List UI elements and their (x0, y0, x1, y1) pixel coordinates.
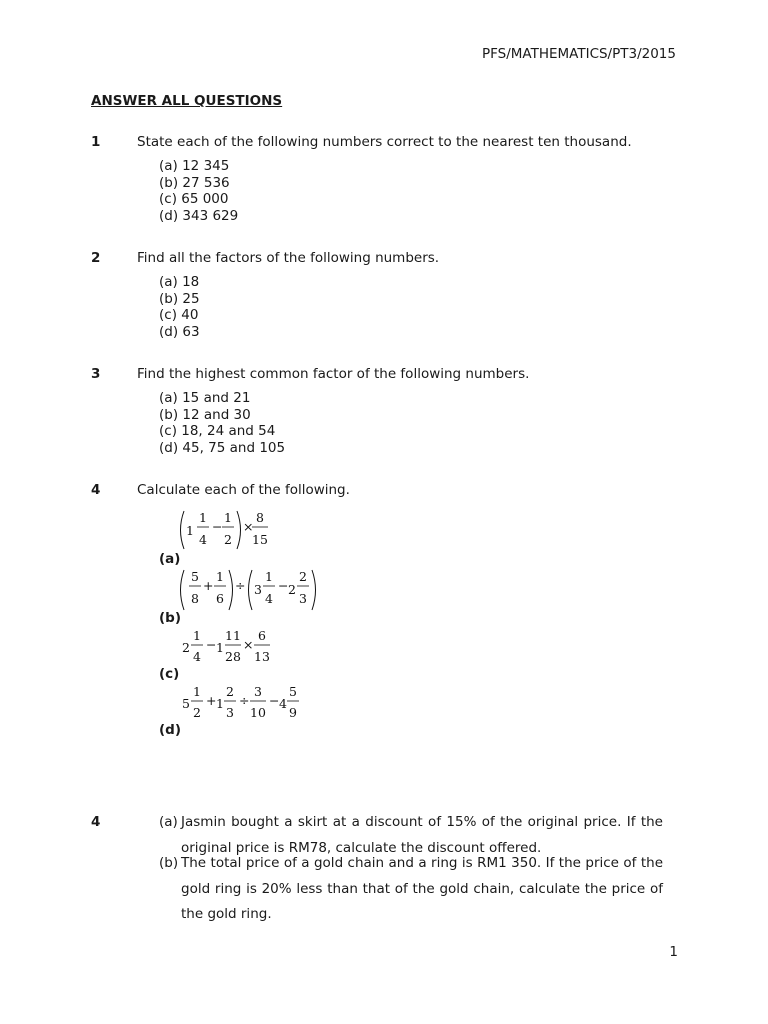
question-1-part-a: (a) 12 345 (159, 158, 230, 174)
denominator: 4 (265, 591, 273, 606)
question-3-parts (159, 390, 285, 456)
denominator: 3 (226, 705, 234, 720)
question-1-parts (159, 158, 238, 224)
denominator: 2 (224, 532, 232, 547)
denominator: 3 (299, 591, 307, 606)
question-3-number: 3 (91, 366, 101, 382)
expression-c (180, 627, 290, 669)
question-1-part-c: (c) 65 000 (159, 191, 229, 208)
page-title: ANSWER ALL QUESTIONS (91, 93, 283, 109)
operator: − (206, 637, 217, 652)
operator: ÷ (235, 578, 246, 593)
whole-number: 4 (279, 696, 287, 711)
numerator: 1 (224, 510, 232, 525)
document-header: PFS/MATHEMATICS/PT3/2015 (481, 46, 676, 62)
question-2-parts (159, 274, 200, 340)
whole-number: 2 (288, 582, 296, 597)
question-1-part-b: (b) 27 536 (159, 174, 230, 191)
question-2-part-a: (a) 18 (159, 274, 200, 290)
question-3-part-a: (a) 15 and 21 (159, 390, 251, 406)
question-5-part-b-text: The total price of a gold chain and a ring is RM1 350. If the price of the gold ring is 20% less than that of the gold chain, calculate the price of the gold ring. (181, 855, 663, 922)
whole-number: 3 (254, 582, 262, 597)
numerator: 5 (289, 684, 297, 699)
numerator: 6 (258, 628, 266, 643)
numerator: 1 (193, 628, 201, 643)
denominator: 4 (199, 532, 207, 547)
question-2-part-c: (c) 40 (159, 307, 199, 324)
numerator: 2 (299, 569, 307, 584)
question-4-text: Calculate each of the following. (137, 482, 350, 498)
question-1-part-d: (d) 343 629 (159, 207, 239, 224)
part-b-label: (b) (159, 610, 182, 626)
open-paren (181, 511, 185, 549)
operator: × (243, 519, 254, 534)
question-1-text: State each of the following numbers correct to the nearest ten thousand. (137, 134, 632, 150)
operator: + (206, 693, 217, 708)
question-2-part-d: (d) 63 (159, 323, 200, 340)
numerator: 1 (193, 684, 201, 699)
whole-number: 1 (216, 696, 224, 711)
question-3-text: Find the highest common factor of the following numbers. (137, 366, 530, 382)
denominator: 8 (191, 591, 199, 606)
operator: + (203, 578, 214, 593)
operator: − (212, 519, 223, 534)
close-paren (237, 511, 241, 549)
numerator: 1 (265, 569, 273, 584)
question-1-number: 1 (91, 134, 101, 150)
denominator: 9 (289, 705, 297, 720)
whole-number: 1 (216, 640, 224, 655)
open-paren (249, 570, 253, 610)
question-4-number: 4 (91, 482, 101, 498)
denominator: 6 (216, 591, 224, 606)
page-number: 1 (669, 944, 678, 960)
whole-number: 1 (186, 523, 194, 538)
question-5-part-a-text: Jasmin bought a skirt at a discount of 15% of the original price. If the original price is RM78, calculate the discount offered. (181, 814, 663, 856)
expression-b (176, 567, 326, 613)
operator: − (269, 693, 280, 708)
part-a-label: (a) (159, 551, 181, 567)
numerator: 11 (225, 628, 241, 643)
question-2-text: Find all the factors of the following numbers. (137, 250, 440, 266)
denominator: 10 (250, 705, 266, 720)
denominator: 28 (225, 649, 241, 664)
numerator: 5 (191, 569, 199, 584)
expression-d (180, 683, 310, 725)
question-3-part-b: (b) 12 and 30 (159, 406, 251, 423)
question-5-part-b-label: (b) (159, 855, 179, 871)
numerator: 1 (199, 510, 207, 525)
expression-a (176, 508, 286, 552)
question-5-number: 4 (91, 814, 101, 830)
close-paren (312, 570, 316, 610)
whole-number: 5 (182, 696, 190, 711)
part-d-label: (d) (159, 722, 182, 738)
denominator: 4 (193, 649, 201, 664)
denominator: 13 (254, 649, 270, 664)
denominator: 2 (193, 705, 201, 720)
question-5-part-a-label: (a) (159, 814, 178, 830)
operator: × (243, 637, 254, 652)
numerator: 3 (254, 684, 262, 699)
operator: − (278, 578, 289, 593)
denominator: 15 (252, 532, 268, 547)
whole-number: 2 (182, 640, 190, 655)
open-paren (181, 570, 185, 610)
part-c-label: (c) (159, 666, 180, 682)
numerator: 1 (216, 569, 224, 584)
numerator: 2 (226, 684, 234, 699)
question-2-part-b: (b) 25 (159, 290, 200, 307)
operator: ÷ (239, 693, 250, 708)
numerator: 8 (256, 510, 264, 525)
close-paren (229, 570, 233, 610)
question-3-part-d: (d) 45, 75 and 105 (159, 439, 286, 456)
question-3-part-c: (c) 18, 24 and 54 (159, 423, 276, 440)
question-2-number: 2 (91, 250, 101, 266)
